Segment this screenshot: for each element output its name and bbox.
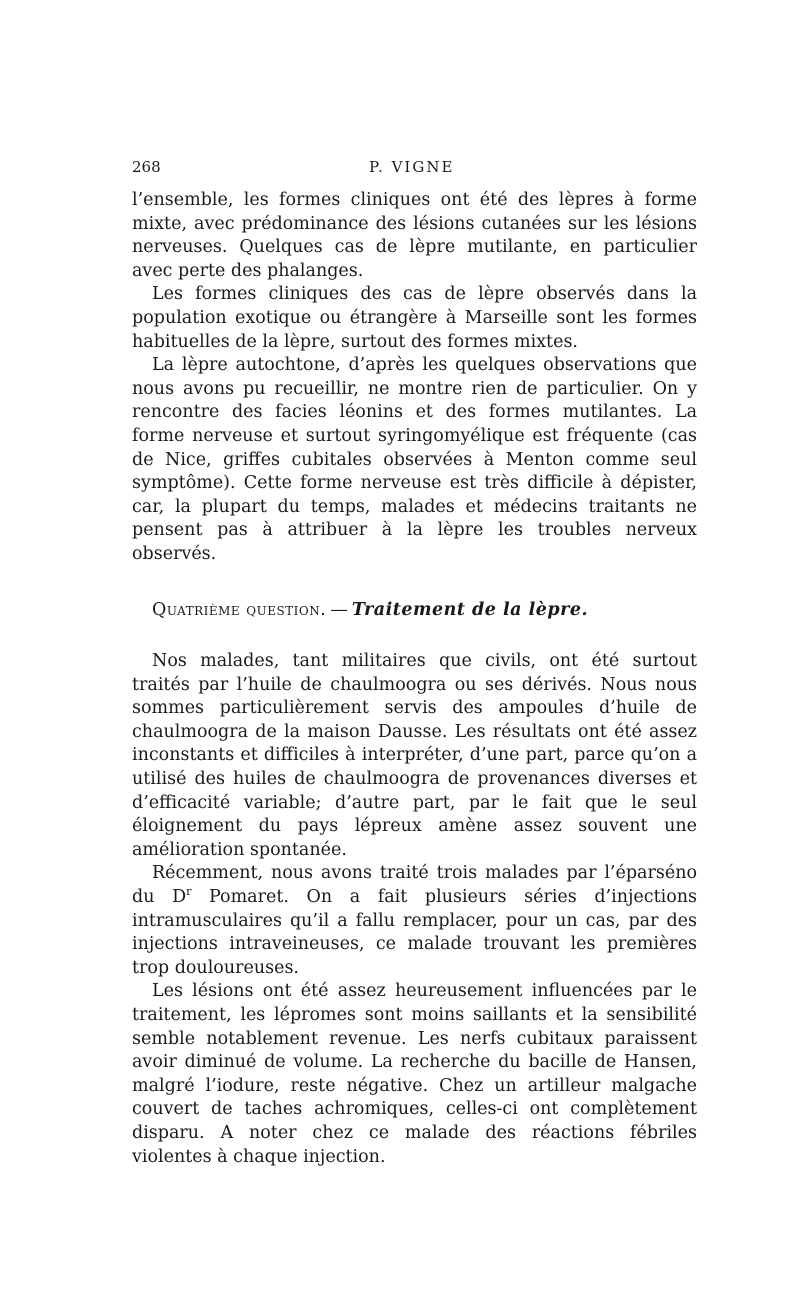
body-text: [132, 189, 697, 1169]
page-header: [132, 158, 697, 182]
paragraph-clinical-forms: Les formes cliniques des cas de lèpre observés dans la population exotique ou étrangère à Marseille sont les formes habituelles de la lèpre, surtout des formes mixtes.: [132, 284, 697, 352]
page-number: 268: [132, 158, 161, 176]
paragraph-eparseno-end: Pomaret. On a fait plusieurs séries d’injections intramusculaires qu’il a fallu remplacer, pour un cas, par des injections intraveineuses, ce malade trouvant les premières trop douloureuses.: [132, 887, 697, 978]
running-head: P. VIGNE: [369, 158, 455, 176]
doctor-abbrev-superscript: r: [186, 885, 192, 899]
section-heading: [132, 599, 697, 623]
paragraph-autochthonous-leprosy: La lèpre autochtone, d’après les quelques observations que nous avons pu recueillir, ne montre rien de particulier. On y rencontre des facies léonins et des formes mutilantes. La forme nerveuse et surtout syringomyélique est fréquente (cas de Nice, griffes cubitales observées à Menton comme seul symptôme). Cette forme nerveuse est très difficile à dépister, car, la plupart du temps, malades et médecins traitants ne pensent pas à attribuer à la lèpre les troubles nerveux observés.: [132, 355, 697, 564]
section-label: Quatrième question.: [152, 599, 327, 620]
section-dash: —: [330, 599, 348, 620]
paragraph-treatment: Nos malades, tant militaires que civils, ont été surtout traités par l’huile de chaulmoogra ou ses dérivés. Nous nous sommes particulièrement servis des ampoules d’huile de chaulmoogra de la maison Dausse. Les résultats ont été assez inconstants et difficiles à interpréter, d’une part, parce qu’on a utilisé des huiles de chaulmoogra de provenances diverses et d’efficacité variable; d’autre part, par le fait que le seul éloignement du pays lépreux amène assez souvent une amélioration spontanée.: [132, 651, 697, 860]
paragraph-eparseno-start: Récemment, nous avons traité trois malades par l’éparséno du D: [132, 863, 697, 908]
paragraph-results: Les lésions ont été assez heureusement influencées par le traitement, les lépromes sont moins saillants et la sensibilité semble notablement revenue. Les nerfs cubitaux paraissent avoir diminué de volume. La recherche du bacille de Hansen, malgré l’iodure, reste négative. Chez un artilleur malgache couvert de taches achromiques, celles-ci ont complètement disparu. A noter chez ce malade des réactions fébriles violentes à chaque injection.: [132, 981, 697, 1167]
paragraph-continuation: l’ensemble, les formes cliniques ont été des lèpres à forme mixte, avec prédominance des lésions cutanées sur les lésions nerveuses. Quelques cas de lèpre mutilante, en particulier avec perte des phalanges.: [132, 190, 697, 281]
paragraph-eparseno: [132, 862, 697, 980]
section-title: Traitement de la lèpre.: [351, 599, 589, 620]
